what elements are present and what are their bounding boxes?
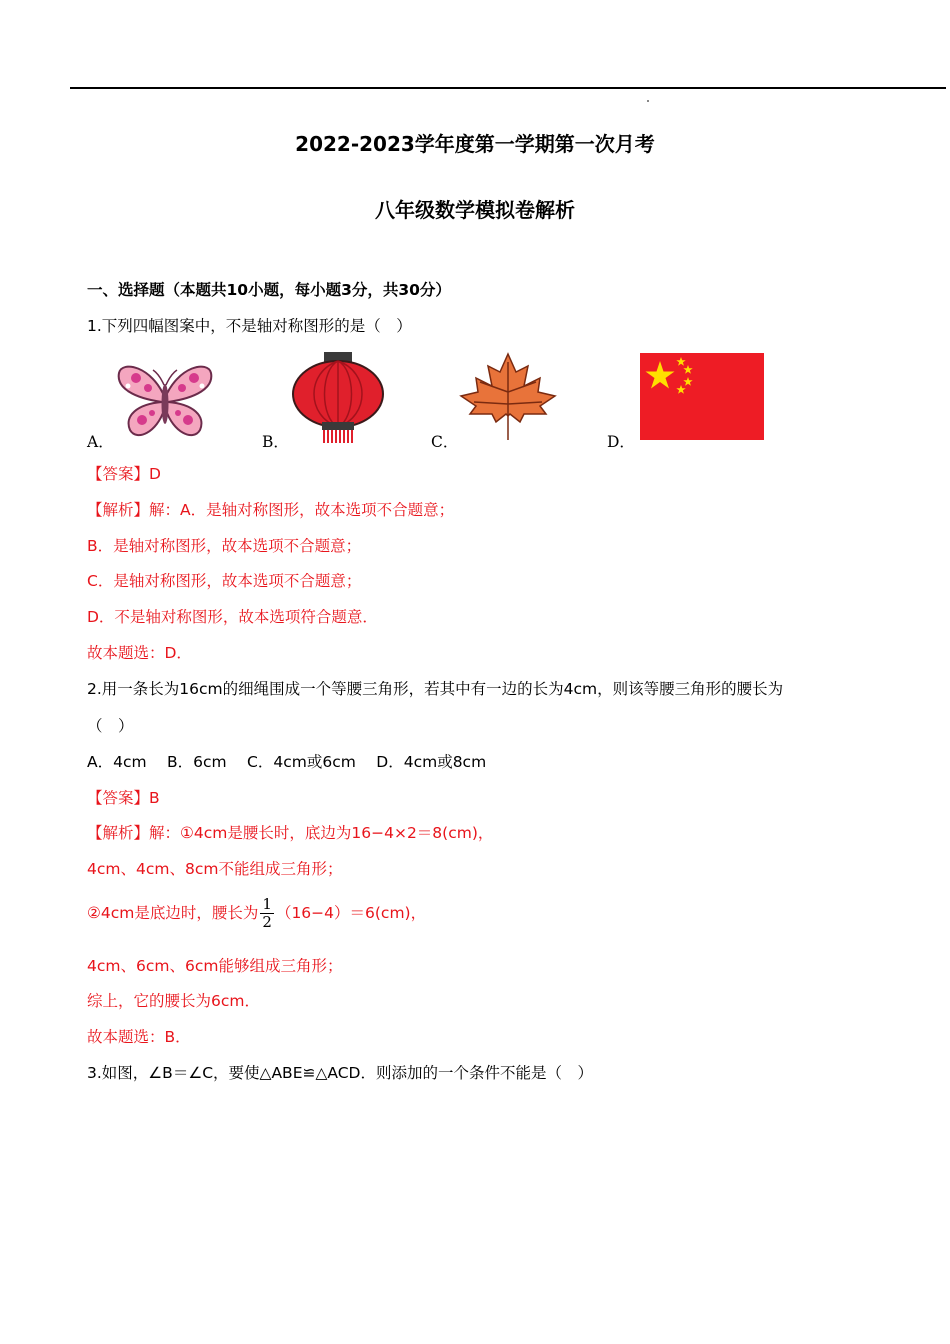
question-3-stem: 3.如图，∠B＝∠C，要使△ABE≌△ACD．则添加的一个条件不能是（ ） <box>87 1064 593 1082</box>
q1-answer: 【答案】D <box>87 465 161 483</box>
stray-dot <box>647 100 649 102</box>
option-c-label: C． <box>431 433 459 451</box>
lantern-image <box>290 350 386 445</box>
option-b-label: B． <box>262 433 289 451</box>
q1-analysis-line-4: D．不是轴对称图形，故本选项符合题意． <box>87 608 378 626</box>
q1-analysis-line-2: B．是轴对称图形，故本选项不合题意； <box>87 537 362 555</box>
q2-analysis-line-4: 4cm、6cm、6cm能够组成三角形； <box>87 957 343 975</box>
china-flag-image <box>640 353 764 440</box>
q2-analysis-line-3-pre: ②4cm是底边时，腰长为 <box>87 904 259 922</box>
section-heading: 一、选择题（本题共10小题，每小题3分，共30分） <box>87 281 451 299</box>
q2-answer: 【答案】B <box>87 789 160 807</box>
question-2-paren: （ ） <box>87 717 134 735</box>
q2-analysis-line-3-post: （16−4）＝6(cm)， <box>275 904 427 922</box>
butterfly-image <box>112 358 218 442</box>
document-subtitle: 八年级数学模拟卷解析 <box>375 198 575 222</box>
q2-analysis-line-2: 4cm、4cm、8cm不能组成三角形； <box>87 860 343 878</box>
q1-analysis-line-1: 【解析】解：A．是轴对称图形，故本选项不合题意； <box>87 501 455 519</box>
q2-analysis-line-5: 综上，它的腰长为6cm． <box>87 992 260 1010</box>
document-title: 2022-2023学年度第一学期第一次月考 <box>295 132 655 156</box>
q2-conclusion: 故本题选：B． <box>87 1028 191 1046</box>
q1-analysis-line-3: C．是轴对称图形，故本选项不合题意； <box>87 572 362 590</box>
question-1-stem: 1.下列四幅图案中，不是轴对称图形的是（ ） <box>87 317 412 335</box>
q2-analysis-line-3 <box>87 896 426 931</box>
header-rule <box>70 87 946 89</box>
option-a-label: A． <box>87 433 114 451</box>
maple-leaf-image <box>458 352 558 442</box>
q1-conclusion: 故本题选：D． <box>87 644 192 662</box>
fraction-one-half <box>260 896 274 931</box>
question-2-options: A．4cm B．6cm C．4cm或6cm D．4cm或8cm <box>87 753 487 771</box>
question-2-stem: 2.用一条长为16cm的细绳围成一个等腰三角形，若其中有一边的长为4cm，则该等腰三角形的腰长为 <box>87 680 784 698</box>
q2-analysis-line-1: 【解析】解：①4cm是腰长时，底边为16−4×2＝8(cm)， <box>87 824 494 842</box>
option-d-label: D． <box>607 433 635 451</box>
fraction-numerator: 1 <box>262 895 272 913</box>
fraction-denominator: 2 <box>262 913 272 931</box>
